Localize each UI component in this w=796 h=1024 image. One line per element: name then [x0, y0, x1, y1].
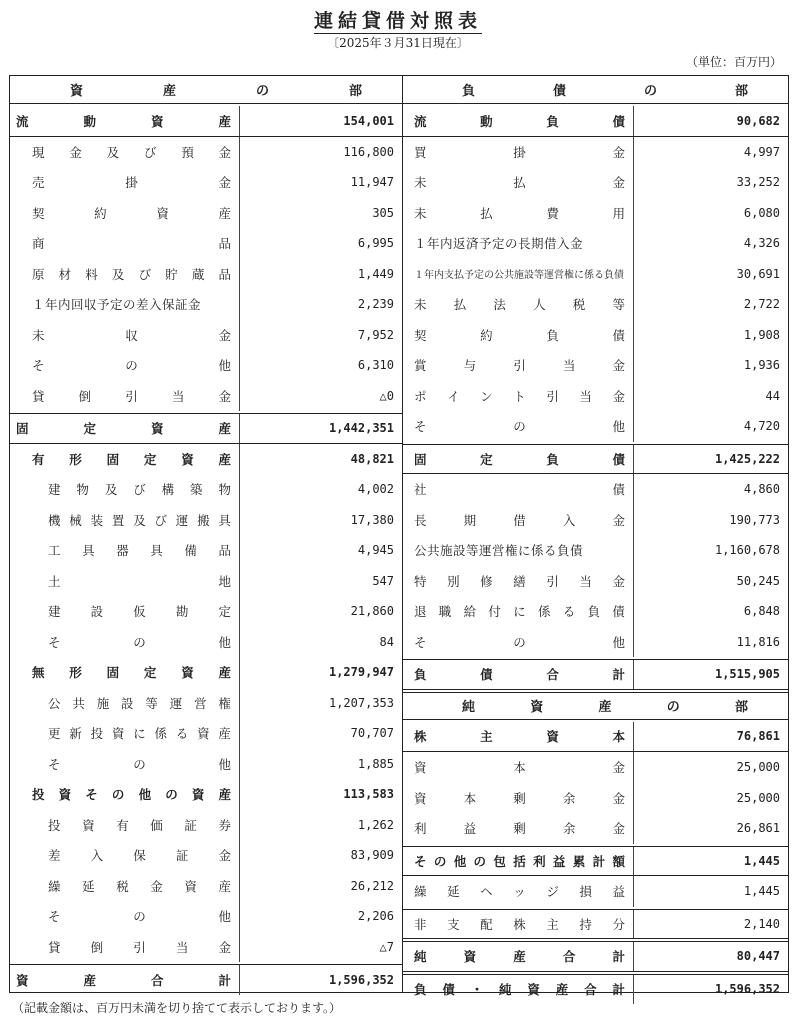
table-row — [10, 718, 402, 749]
table-row — [10, 749, 402, 780]
table-row — [402, 444, 788, 475]
table-row — [402, 909, 788, 940]
row-label: そ の 他 — [402, 627, 634, 658]
row-label: 未 払 金 — [402, 167, 634, 198]
table-row — [10, 901, 402, 932]
header-char: の — [643, 84, 657, 99]
table-row — [402, 783, 788, 814]
row-value: 116,800 — [343, 144, 394, 159]
document-title: 連結貸借対照表 — [313, 10, 482, 32]
assets-header — [10, 76, 402, 104]
liabilities-column — [402, 76, 788, 998]
table-row — [402, 106, 788, 137]
header-char: 産 — [162, 84, 176, 99]
row-value: 4,860 — [743, 482, 780, 497]
row-label: そ の 他 — [10, 350, 240, 381]
header-char: の — [255, 84, 269, 99]
row-value: 1,596,352 — [328, 972, 394, 987]
row-value: 547 — [372, 573, 394, 588]
row-value: 1,425,222 — [714, 451, 780, 466]
table-row — [402, 974, 788, 1005]
row-value: 4,997 — [743, 144, 780, 159]
table-row — [402, 137, 788, 168]
row-label: 貸 倒 引 当 金 — [10, 381, 240, 412]
row-value: 76,861 — [736, 729, 780, 744]
row-value: 6,310 — [357, 358, 394, 373]
row-value: 70,707 — [350, 726, 394, 741]
row-label: １年内返済予定の長期借入金 — [402, 228, 634, 259]
table-row — [10, 320, 402, 351]
row-label: 投 資 有 価 証 券 — [10, 810, 240, 841]
table-row — [402, 259, 788, 290]
row-value: 2,239 — [357, 297, 394, 312]
row-label: 未 払 法 人 税 等 — [402, 289, 634, 320]
table-row — [10, 444, 402, 475]
table-row — [10, 350, 402, 381]
table-row — [402, 474, 788, 505]
row-value: 25,000 — [736, 760, 780, 775]
row-label: 未 払 費 用 — [402, 198, 634, 229]
row-value: △7 — [379, 939, 394, 954]
row-label: 固 定 資 産 — [10, 414, 240, 443]
row-label: 利 益 剰 余 金 — [402, 813, 634, 844]
row-label: 売 掛 金 — [10, 167, 240, 198]
table-row — [402, 846, 788, 877]
row-value: 26,212 — [350, 878, 394, 893]
row-value: 11,816 — [736, 634, 780, 649]
row-label: 有 形 固 定 資 産 — [10, 444, 240, 475]
row-label: 契 約 資 産 — [10, 198, 240, 229]
header-char: 資 — [70, 84, 84, 99]
row-label: 無 形 固 定 資 産 — [10, 657, 240, 688]
row-value: 1,160,678 — [714, 543, 780, 558]
row-value: 1,936 — [743, 358, 780, 373]
row-value: △0 — [379, 388, 394, 403]
row-value: 1,445 — [743, 853, 780, 868]
row-value: 1,262 — [357, 817, 394, 832]
footnote: （記載金額は、百万円未満を切り捨てて表示しております。） — [12, 1001, 342, 1015]
table-row — [402, 627, 788, 658]
row-value: 1,207,353 — [328, 695, 394, 710]
row-label: 買 掛 金 — [402, 137, 634, 168]
row-label: 建 設 仮 勘 定 — [10, 596, 240, 627]
row-value: 25,000 — [736, 790, 780, 805]
row-value: 33,252 — [736, 175, 780, 190]
row-value: 113,583 — [343, 787, 394, 802]
row-label: 純 資 産 合 計 — [402, 942, 634, 971]
row-label: そ の 他 — [402, 411, 634, 442]
row-value: 2,722 — [743, 297, 780, 312]
row-label: 更 新 投 資 に 係 る 資 産 — [10, 718, 240, 749]
row-value: 11,947 — [350, 175, 394, 190]
table-row — [402, 381, 788, 412]
row-label: 株 主 資 本 — [402, 722, 634, 752]
table-row — [10, 840, 402, 871]
row-label: そ の 他 — [10, 749, 240, 780]
row-value: 1,442,351 — [328, 421, 394, 436]
row-label: 繰 延 ヘ ッ ジ 損 益 — [402, 876, 634, 907]
row-label: そ の 他 の 包 括 利 益 累 計 額 — [402, 847, 634, 876]
row-value: 1,596,352 — [714, 982, 780, 997]
table-row — [10, 474, 402, 505]
table-row — [10, 779, 402, 810]
row-value: 17,380 — [350, 512, 394, 527]
row-label: 未 収 金 — [10, 320, 240, 351]
header-char: 部 — [734, 84, 748, 99]
table-row — [402, 752, 788, 783]
table-row — [10, 810, 402, 841]
row-value: 30,691 — [736, 266, 780, 281]
table-row — [10, 566, 402, 597]
row-value: 26,861 — [736, 821, 780, 836]
row-value: 4,326 — [743, 236, 780, 251]
row-label: 建 物 及 び 構 築 物 — [10, 474, 240, 505]
row-value: 1,908 — [743, 327, 780, 342]
row-value: 1,449 — [357, 266, 394, 281]
header-char: 資 — [530, 700, 544, 715]
header-char: 債 — [552, 84, 566, 99]
table-row — [10, 106, 402, 137]
table-row — [402, 876, 788, 907]
header-char: 負 — [462, 84, 476, 99]
table-row — [10, 167, 402, 198]
row-label: 公 共 施 設 等 運 営 権 — [10, 688, 240, 719]
table-row — [402, 198, 788, 229]
row-value: 7,952 — [357, 327, 394, 342]
table-row — [10, 289, 402, 320]
row-label: 長 期 借 入 金 — [402, 505, 634, 536]
row-value: 90,682 — [736, 113, 780, 128]
table-row — [402, 167, 788, 198]
row-label: 工 具 器 具 備 品 — [10, 535, 240, 566]
table-row — [402, 659, 788, 690]
table-row — [10, 198, 402, 229]
table-row — [402, 813, 788, 844]
row-value: 80,447 — [736, 949, 780, 964]
table-row — [10, 964, 402, 995]
table-row — [402, 566, 788, 597]
table-row — [10, 381, 402, 412]
row-label: 資 本 剰 余 金 — [402, 783, 634, 814]
row-label: 固 定 負 債 — [402, 445, 634, 474]
table-row — [402, 941, 788, 972]
row-value: 4,720 — [743, 419, 780, 434]
row-value: 6,995 — [357, 236, 394, 251]
row-value: 2,140 — [743, 916, 780, 931]
table-row — [402, 320, 788, 351]
row-label: １年内回収予定の差入保証金 — [10, 289, 240, 320]
row-value: 83,909 — [350, 848, 394, 863]
header-char: 部 — [734, 700, 748, 715]
row-label: 土 地 — [10, 566, 240, 597]
row-label: 資 産 合 計 — [10, 965, 240, 995]
row-label: そ の 他 — [10, 901, 240, 932]
table-row — [10, 932, 402, 963]
row-value: 305 — [372, 205, 394, 220]
table-row — [402, 535, 788, 566]
table-row — [10, 228, 402, 259]
row-label: 流 動 負 債 — [402, 106, 634, 136]
as-of-date: 〔2025年３月31日現在〕 — [327, 36, 469, 50]
balance-sheet-table — [9, 75, 789, 998]
row-label: 資 本 金 — [402, 752, 634, 783]
row-label: 契 約 負 債 — [402, 320, 634, 351]
table-row — [10, 627, 402, 658]
row-label: 投 資 そ の 他 の 資 産 — [10, 779, 240, 810]
row-label: 負 債 合 計 — [402, 660, 634, 689]
row-value: 6,848 — [743, 604, 780, 619]
table-row — [402, 289, 788, 320]
row-label: 非 支 配 株 主 持 分 — [402, 910, 634, 939]
row-label: １年内支払予定の公共施設等運営権に係る負債 — [402, 259, 634, 290]
row-value: 2,206 — [357, 909, 394, 924]
table-row — [10, 657, 402, 688]
table-row — [402, 350, 788, 381]
row-value: 6,080 — [743, 205, 780, 220]
table-row — [10, 596, 402, 627]
row-value: 84 — [379, 634, 394, 649]
table-row — [10, 259, 402, 290]
row-value: 1,515,905 — [714, 667, 780, 682]
row-label: 原 材 料 及 び 貯 蔵 品 — [10, 259, 240, 290]
table-row — [402, 596, 788, 627]
row-value: 154,001 — [343, 113, 394, 128]
row-label: 公共施設等運営権に係る負債 — [402, 535, 634, 566]
row-label: 社 債 — [402, 474, 634, 505]
row-value: 1,279,947 — [328, 665, 394, 680]
liabilities-header — [402, 76, 788, 104]
row-label: 繰 延 税 金 資 産 — [10, 871, 240, 902]
row-label: 機 械 装 置 及 び 運 搬 具 — [10, 505, 240, 536]
row-label: 流 動 資 産 — [10, 106, 240, 136]
header-char: の — [666, 700, 680, 715]
row-value: 1,445 — [743, 884, 780, 899]
net-assets-header — [402, 692, 788, 720]
row-label: 商 品 — [10, 228, 240, 259]
table-row — [10, 137, 402, 168]
assets-column — [10, 76, 403, 992]
row-value: 190,773 — [729, 512, 780, 527]
row-label: 退 職 給 付 に 係 る 負 債 — [402, 596, 634, 627]
unit-label: （単位：百万円） — [685, 55, 782, 69]
row-value: 4,002 — [357, 482, 394, 497]
row-label: 負 債 ・ 純 資 産 合 計 — [402, 975, 634, 1005]
table-row — [402, 228, 788, 259]
row-label: 賞 与 引 当 金 — [402, 350, 634, 381]
row-label: 貸 倒 引 当 金 — [10, 932, 240, 963]
table-row — [402, 505, 788, 536]
table-row — [402, 411, 788, 442]
header-char: 部 — [348, 84, 362, 99]
table-row — [10, 871, 402, 902]
header-char: 純 — [462, 700, 476, 715]
row-value: 44 — [765, 388, 780, 403]
row-label: そ の 他 — [10, 627, 240, 658]
row-value: 50,245 — [736, 573, 780, 588]
row-label: 差 入 保 証 金 — [10, 840, 240, 871]
row-value: 21,860 — [350, 604, 394, 619]
row-label: 特 別 修 繕 引 当 金 — [402, 566, 634, 597]
table-row — [10, 535, 402, 566]
row-label: 現 金 及 び 預 金 — [10, 137, 240, 168]
table-row — [402, 722, 788, 753]
row-value: 48,821 — [350, 451, 394, 466]
table-row — [10, 413, 402, 444]
header-char: 産 — [598, 700, 612, 715]
table-row — [10, 505, 402, 536]
table-row — [10, 688, 402, 719]
row-label: ポ イ ン ト 引 当 金 — [402, 381, 634, 412]
row-value: 1,885 — [357, 756, 394, 771]
row-value: 4,945 — [357, 543, 394, 558]
